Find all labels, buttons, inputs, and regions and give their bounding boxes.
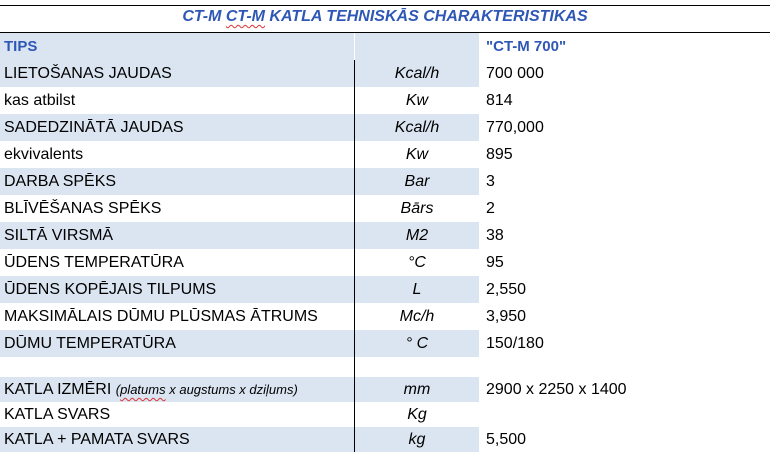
row-value: 2900 x 2250 x 1400 bbox=[486, 381, 627, 398]
row-unit: Mc/h bbox=[399, 308, 435, 325]
row-label: ekvivalents bbox=[4, 146, 84, 163]
row-unit: L bbox=[355, 276, 479, 303]
row-value: 3,950 bbox=[486, 308, 527, 325]
row-label: SILTĀ VIRSMĀ bbox=[0, 222, 354, 249]
row-label: ŪDENS TEMPERATŪRA bbox=[4, 254, 184, 271]
dimensions-note bbox=[116, 382, 298, 397]
column-divider bbox=[354, 60, 355, 452]
row-value bbox=[486, 402, 770, 427]
row-value: 95 bbox=[486, 254, 504, 271]
row-unit: Kcal/h bbox=[355, 114, 479, 141]
row-unit bbox=[355, 357, 479, 377]
table-row bbox=[0, 377, 770, 402]
table-title bbox=[0, 6, 770, 28]
row-label: kas atbilst bbox=[4, 92, 76, 109]
dimensions-note-open: ( bbox=[115, 382, 121, 397]
row-value: 700 000 bbox=[486, 65, 544, 82]
row-unit: Bar bbox=[355, 168, 479, 195]
dimensions-note-rest: x augstums x dziļums) bbox=[165, 382, 298, 397]
table-row bbox=[0, 427, 770, 452]
row-unit: mm bbox=[355, 377, 479, 402]
row-label: BLĪVĒŠANAS SPĒKS bbox=[4, 200, 162, 217]
table-row bbox=[0, 60, 770, 87]
table-row bbox=[0, 141, 770, 168]
row-label: KATLA + PAMATA SVARS bbox=[0, 427, 354, 452]
top-border bbox=[0, 5, 770, 6]
row-label: MAKSIMĀLAIS DŪMU PLŪSMAS ĀTRUMS bbox=[4, 308, 318, 325]
header-unit-cell bbox=[355, 33, 479, 60]
title-part-2: CT-M bbox=[225, 8, 265, 25]
row-value: 38 bbox=[486, 227, 504, 244]
table-row bbox=[0, 222, 770, 249]
title-part-3: KATLA TEHNISKĀS CHARAKTERISTIKAS bbox=[264, 8, 588, 25]
row-value: 814 bbox=[486, 92, 513, 109]
table-row bbox=[0, 87, 770, 114]
row-label: SADEDZINĀTĀ JAUDAS bbox=[0, 114, 354, 141]
table-row bbox=[0, 168, 770, 195]
table-row bbox=[0, 303, 770, 330]
row-label-dimensions bbox=[0, 377, 354, 402]
row-label: KATLA SVARS bbox=[4, 406, 111, 423]
row-unit: Kw bbox=[405, 146, 429, 163]
row-unit: °C bbox=[408, 254, 426, 271]
row-label: ŪDENS KOPĒJAIS TILPUMS bbox=[0, 276, 354, 303]
row-value bbox=[486, 357, 770, 377]
row-label-text: KATLA IZMĒRI bbox=[4, 381, 116, 398]
header-value: "CT-M 700" bbox=[486, 38, 567, 55]
header-row bbox=[0, 33, 770, 60]
row-unit: Bārs bbox=[400, 200, 434, 217]
row-unit: Kcal/h bbox=[355, 60, 479, 87]
row-value: 150/180 bbox=[486, 335, 544, 352]
row-value: 3 bbox=[486, 173, 495, 190]
row-unit: kg bbox=[355, 427, 479, 452]
table-row-spacer bbox=[0, 357, 770, 377]
row-value: 5,500 bbox=[486, 431, 527, 448]
row-value: 770,000 bbox=[486, 119, 544, 136]
row-unit: Kg bbox=[407, 406, 427, 423]
row-label: DARBA SPĒKS bbox=[0, 168, 354, 195]
table-row bbox=[0, 330, 770, 357]
table-row bbox=[0, 402, 770, 427]
title-part-1: CT-M bbox=[182, 8, 226, 25]
row-label bbox=[0, 357, 354, 377]
row-unit: Kw bbox=[405, 92, 429, 109]
row-unit: M2 bbox=[355, 222, 479, 249]
table-row bbox=[0, 114, 770, 141]
row-label: DŪMU TEMPERATŪRA bbox=[0, 330, 354, 357]
row-value: 2 bbox=[486, 200, 495, 217]
table-row bbox=[0, 276, 770, 303]
table-row bbox=[0, 249, 770, 276]
dimensions-note-width: platums bbox=[120, 382, 166, 397]
row-unit: ° C bbox=[355, 330, 479, 357]
table-row bbox=[0, 195, 770, 222]
header-label: TIPS bbox=[0, 33, 354, 60]
row-label: LIETOŠANAS JAUDAS bbox=[0, 60, 354, 87]
row-value: 895 bbox=[486, 146, 513, 163]
row-value: 2,550 bbox=[486, 281, 527, 298]
